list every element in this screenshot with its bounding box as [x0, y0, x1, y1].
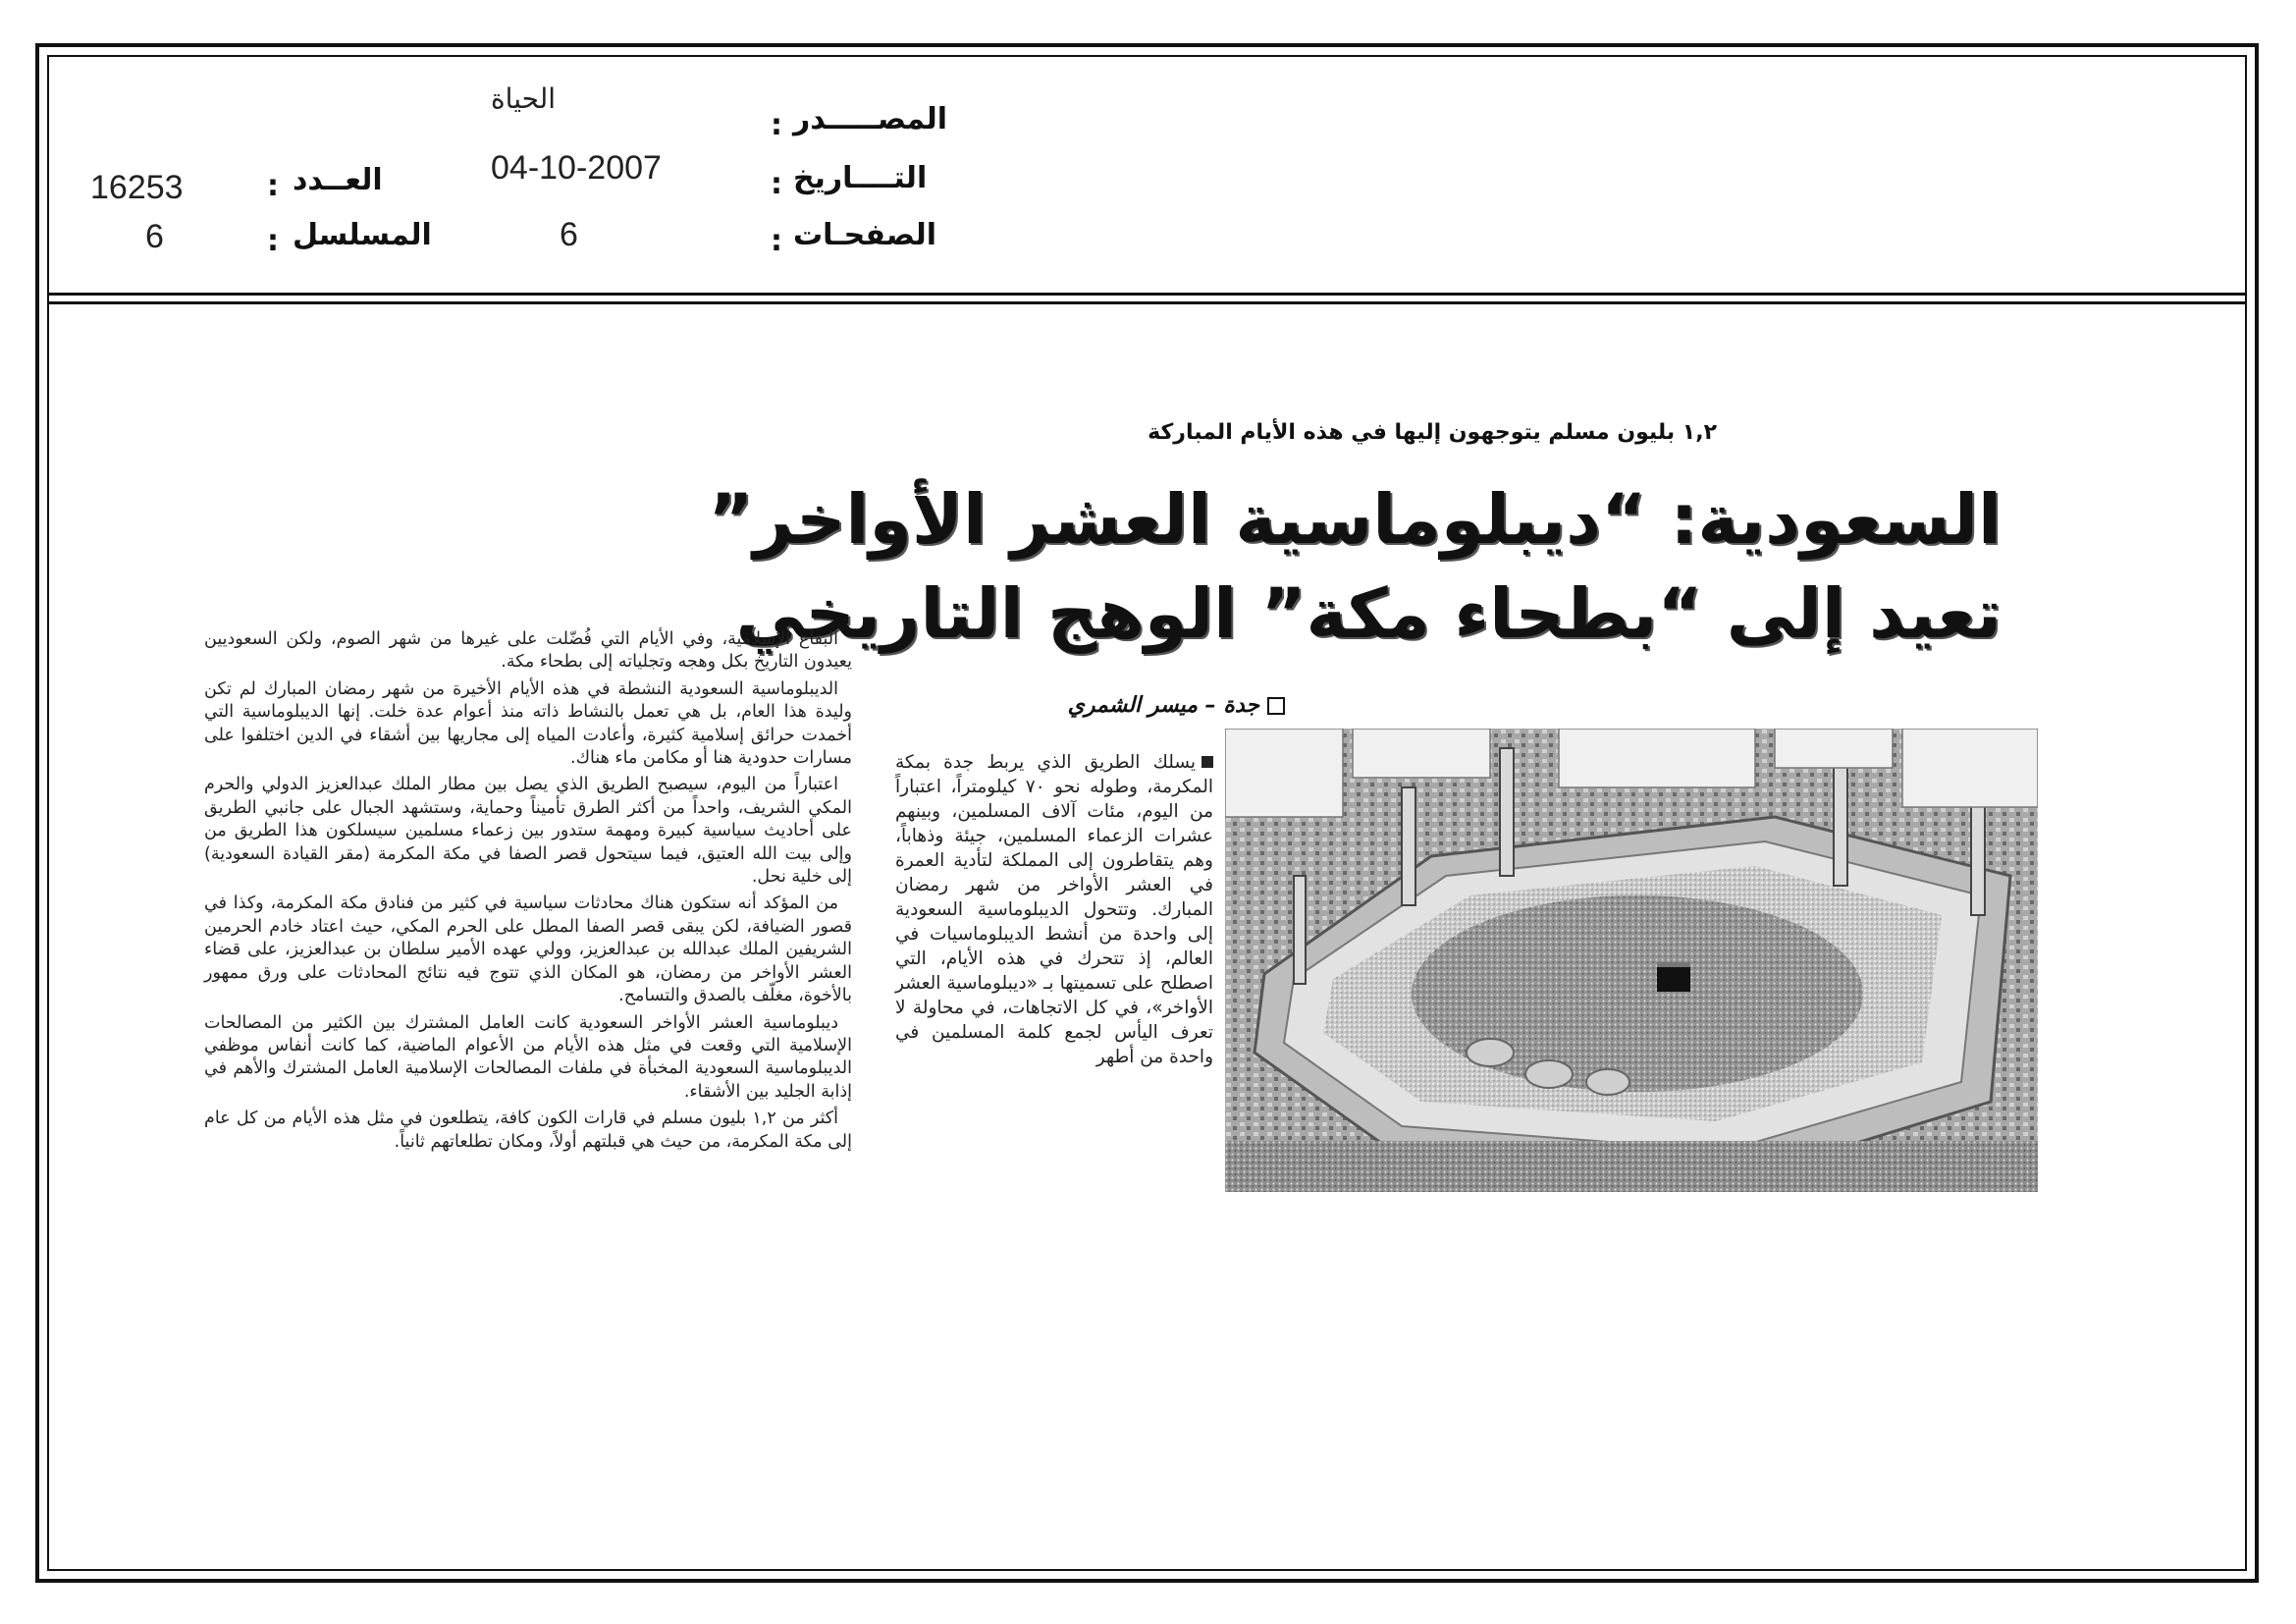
mecca-grand-mosque-photo-icon [1225, 729, 2038, 1192]
header-divider-double [47, 301, 2247, 304]
byline [1068, 693, 1285, 718]
paragraph: من المؤكد أنه ستكون هناك محادثات سياسية في كثير من فنادق مكة المكرمة، وكذا في قصور الضيافة، لكن يبقى قصر الصفا المطل على الحرم المكي، حيث اعتاد خادم الحرمين الشريفين الملك عبدالله بن عبدالعزيز، وولي عهده الأمير سلطان بن عبدالعزيز، على قضاء العشر الأواخر من رمضان، هو المكان الذي تتوج فيه نتائج المحادثات على ورق ممهور بالأخوة، مغلّف بالصدق والتسامح. [204, 893, 852, 1006]
pages-colon: : [771, 224, 782, 258]
paragraph: ديبلوماسية العشر الأواخر السعودية كانت العامل المشترك بين الكثير من المصالحات الإسلامية التي وقعت في مثل هذه الأيام من الأعوام الماضية، كما كانت أنفاس موظفي الديبلوماسية السعودية المخبأة في ملفات المصالحات الإسلامية العامل المشترك والأهم في إذابة الجليد بين الأشقاء. [204, 1012, 852, 1102]
article-right-column [895, 750, 1213, 1069]
serial-label: المسلسل [293, 218, 432, 252]
paragraph: اعتباراً من اليوم، سيصبح الطريق الذي يصل بين مطار الملك عبدالعزيز الدولي والحرم المكي الشريف، واحداً من أكثر الطرق تأميناً وحماية، وستشهد الجبال على جانبي الطريق على أحاديث سياسية كبيرة ومهمة ستدور بين زعماء مسلمين سيسلكون هذا الطريق من وإلى بيت الله العتيق، فيما سيتحول قصر الصفا في مكة المكرمة (مقر القيادة السعودية) إلى خلية نحل. [204, 775, 852, 888]
pages-value: 6 [560, 216, 578, 253]
issue-colon: : [267, 169, 279, 203]
date-value: 04-10-2007 [491, 149, 662, 187]
issue-label: العــدد [293, 163, 383, 197]
headline-line-2: تعيد إلى “بطحاء مكة” الوهج التاريخي [735, 573, 2002, 654]
source-label: المصـــــدر [793, 102, 948, 136]
paragraph: الديبلوماسية السعودية النشطة في هذه الأيام الأخيرة من شهر رمضان المبارك لم تكن وليدة هذا العام، بل هي تعمل بالنشاط ذاته منذ أعوام عدة خلت. إنها الديبلوماسية التي أخمدت حرائق إسلامية كثيرة، وأعادت المياه إلى مجاريها بين أشقاء في الدين اختلفوا على مسارات حدودية هنا أو مكامن ماء هناك. [204, 678, 852, 769]
square-bullet-icon [1201, 756, 1213, 768]
right-column-text: يسلك الطريق الذي يربط جدة بمكة المكرمة، وطوله نحو ٧٠ كيلومتراً، اعتباراً من اليوم، مئات آلاف المسلمين، وبينهم عشرات الزعماء المسلمين، جيئة وذهاباً، وهم يتقاطرون إلى المملكة لتأدية العمرة في العشر الأواخر من شهر رمضان المبارك. وتتحول الديبلوماسية السعودية إلى واحدة من أنشط الديبلوماسيات في العالم، إذ تتحرك في هذه الأيام، التي اصطلح على تسميتها بـ «ديبلوماسية العشر الأواخر»، في كل الاتجاهات، في محاولة لا تعرف اليأس لجمع كلمة المسلمين في واحدة من أطهر [895, 752, 1213, 1067]
paragraph: البقاع الإسلامية، وفي الأيام التي فُضّلت على غيرها من شهر الصوم، ولكن السعوديين يعيدون التاريخ بكل وهجه وتجلياته إلى بطحاء مكة. [204, 629, 852, 673]
date-label: التــــاريخ [793, 161, 928, 195]
date-colon: : [771, 167, 782, 201]
pages-label: الصفحـات [793, 218, 936, 252]
source-colon: : [771, 108, 782, 142]
headline-line-1: السعودية: “ديبلوماسية العشر الأواخر” [708, 479, 2002, 560]
serial-colon: : [267, 224, 279, 258]
issue-value: 16253 [90, 169, 184, 206]
source-value: الحياة [491, 82, 557, 115]
header-divider [47, 293, 2247, 296]
article-left-column [204, 628, 852, 1158]
paragraph: أكثر من ١,٢ بليون مسلم في قارات الكون كافة، يتطلعون في مثل هذه الأيام من كل عام إلى مكة المكرمة، من حيث هي قبلتهم أولاً، ومكان تطلعاتهم ثانياً. [204, 1109, 852, 1152]
serial-value: 6 [145, 218, 164, 255]
byline-text: جدة – ميسر الشمري [1067, 693, 1259, 718]
article-kicker: ١,٢ بليون مسلم يتوجهون إليها في هذه الأيام المباركة [1148, 420, 1717, 445]
square-icon [1267, 697, 1285, 715]
